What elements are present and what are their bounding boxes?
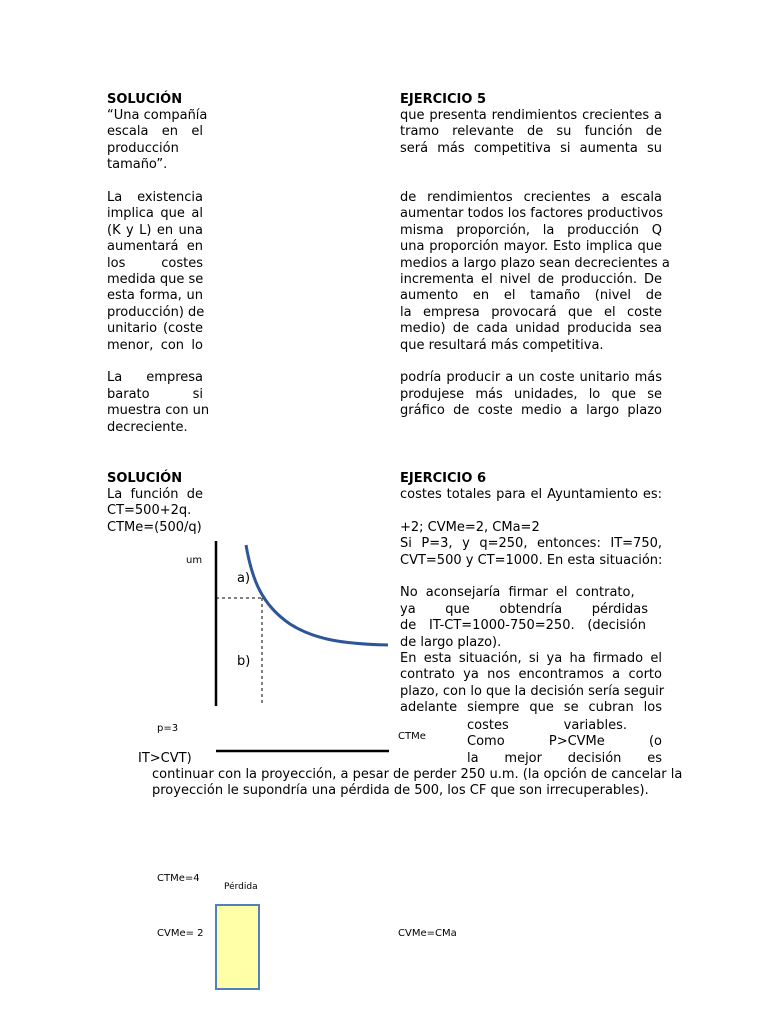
- text-line: plazo, con lo que la decisión sería seguir: [400, 683, 665, 699]
- text-line: Si P=3, y q=250, entonces: IT=750,: [400, 536, 662, 552]
- text-line: tamaño”.: [107, 157, 168, 173]
- cvme-label: CVMe= 2: [157, 928, 204, 939]
- ctme-label: CTMe=4: [157, 873, 200, 884]
- text-line: produjese más unidades, lo que se: [400, 386, 662, 402]
- text-line: Como P>CVMe (o: [467, 734, 662, 750]
- section2-left-title: SOLUCIÓN: [107, 471, 183, 486]
- text-line: esta forma, un: [107, 288, 203, 304]
- label-b: b): [237, 654, 251, 669]
- section1-left-title: SOLUCIÓN: [107, 92, 183, 107]
- text-line: la mejor decisión es: [467, 750, 662, 766]
- text-line: que resultará más competitiva.: [400, 337, 604, 353]
- text-line: La función de: [107, 487, 203, 502]
- text-line: adelante siempre que se cubran los: [400, 700, 662, 716]
- text-line: implica que al: [107, 206, 203, 222]
- text-line: gráfico de coste medio a largo plazo: [400, 403, 662, 419]
- section1-right-title: EJERCICIO 5: [400, 92, 486, 107]
- text-line: unitario (coste: [107, 321, 203, 337]
- text-line: producción) de: [107, 304, 205, 320]
- text-line: medida que se: [107, 272, 204, 288]
- text-line: una proporción mayor. Esto implica que: [400, 239, 662, 255]
- text-line: medios a largo plazo sean decrecientes a: [400, 255, 670, 271]
- text-line: misma proporción, la producción Q: [400, 222, 662, 238]
- text-line: CVT=500 y CT=1000. En esta situación:: [400, 552, 663, 568]
- ctme-curve: [246, 545, 388, 645]
- section2-right-title: EJERCICIO 6: [400, 471, 486, 486]
- text-line: de IT-CT=1000-750=250. (decisión: [400, 618, 646, 634]
- it-cvt-text: IT>CVT): [138, 751, 192, 766]
- text-line: “Una compañía: [107, 108, 208, 123]
- text-line: de largo plazo).: [400, 634, 502, 650]
- text-line: La existencia: [107, 190, 203, 206]
- text-line: En esta situación, si ya ha firmado el: [400, 651, 662, 667]
- text-line: medio) de cada unidad producida sea: [400, 321, 662, 337]
- text-line: producción: [107, 140, 179, 156]
- loss-box: [215, 904, 260, 990]
- text-line: costes variables.: [467, 718, 627, 733]
- text-line: la empresa provocará que el coste: [400, 304, 662, 320]
- text-line: escala en el: [107, 124, 203, 140]
- text-line: de rendimientos crecientes a escala: [400, 190, 662, 205]
- text-line: (K y L) en una: [107, 222, 203, 238]
- price-label: p=3: [157, 723, 179, 734]
- y-axis-label: um: [186, 555, 203, 566]
- text-line: aumento en el tamaño (nivel de: [400, 288, 662, 304]
- text-line: muestra con un: [107, 403, 210, 419]
- label-a: a): [237, 571, 251, 586]
- text-line: barato si: [107, 386, 203, 402]
- text-line: será más competitiva si aumenta su: [400, 140, 662, 156]
- curve-label: CTMe: [398, 731, 426, 742]
- text-line: podría producir a un coste unitario más: [400, 370, 662, 386]
- text-line: ya que obtendría pérdidas: [400, 601, 648, 617]
- text-line: contrato ya nos encontramos a corto: [400, 667, 662, 683]
- text-line: que presenta rendimientos crecientes a: [400, 108, 662, 123]
- text-line: continuar con la proyección, a pesar de perder 250 u.m. (la opción de cancelar la: [152, 767, 683, 782]
- text-line: aumentar todos los factores productivos: [400, 206, 664, 222]
- text-line: los costes: [107, 255, 203, 271]
- text-line: No aconsejaría firmar el contrato,: [400, 585, 635, 601]
- text-line: costes totales para el Ayuntamiento es:: [400, 487, 662, 502]
- text-line: CT=500+2q.: [107, 503, 192, 519]
- text-line: La empresa: [107, 370, 203, 386]
- text-line: +2; CVMe=2, CMa=2: [400, 519, 540, 535]
- text-line: CTMe=(500/q): [107, 519, 202, 535]
- loss-label: Pérdida: [224, 882, 258, 892]
- cvme-cma-label: CVMe=CMa: [398, 928, 457, 939]
- text-line: proyección le supondría una pérdida de 500, los CF que son irrecuperables).: [152, 783, 649, 799]
- text-line: decreciente.: [107, 419, 188, 435]
- text-line: incrementa el nivel de producción. De: [400, 272, 662, 288]
- text-line: tramo relevante de su función de: [400, 124, 662, 140]
- text-line: aumentará en: [107, 239, 203, 255]
- text-line: menor, con lo: [107, 337, 203, 353]
